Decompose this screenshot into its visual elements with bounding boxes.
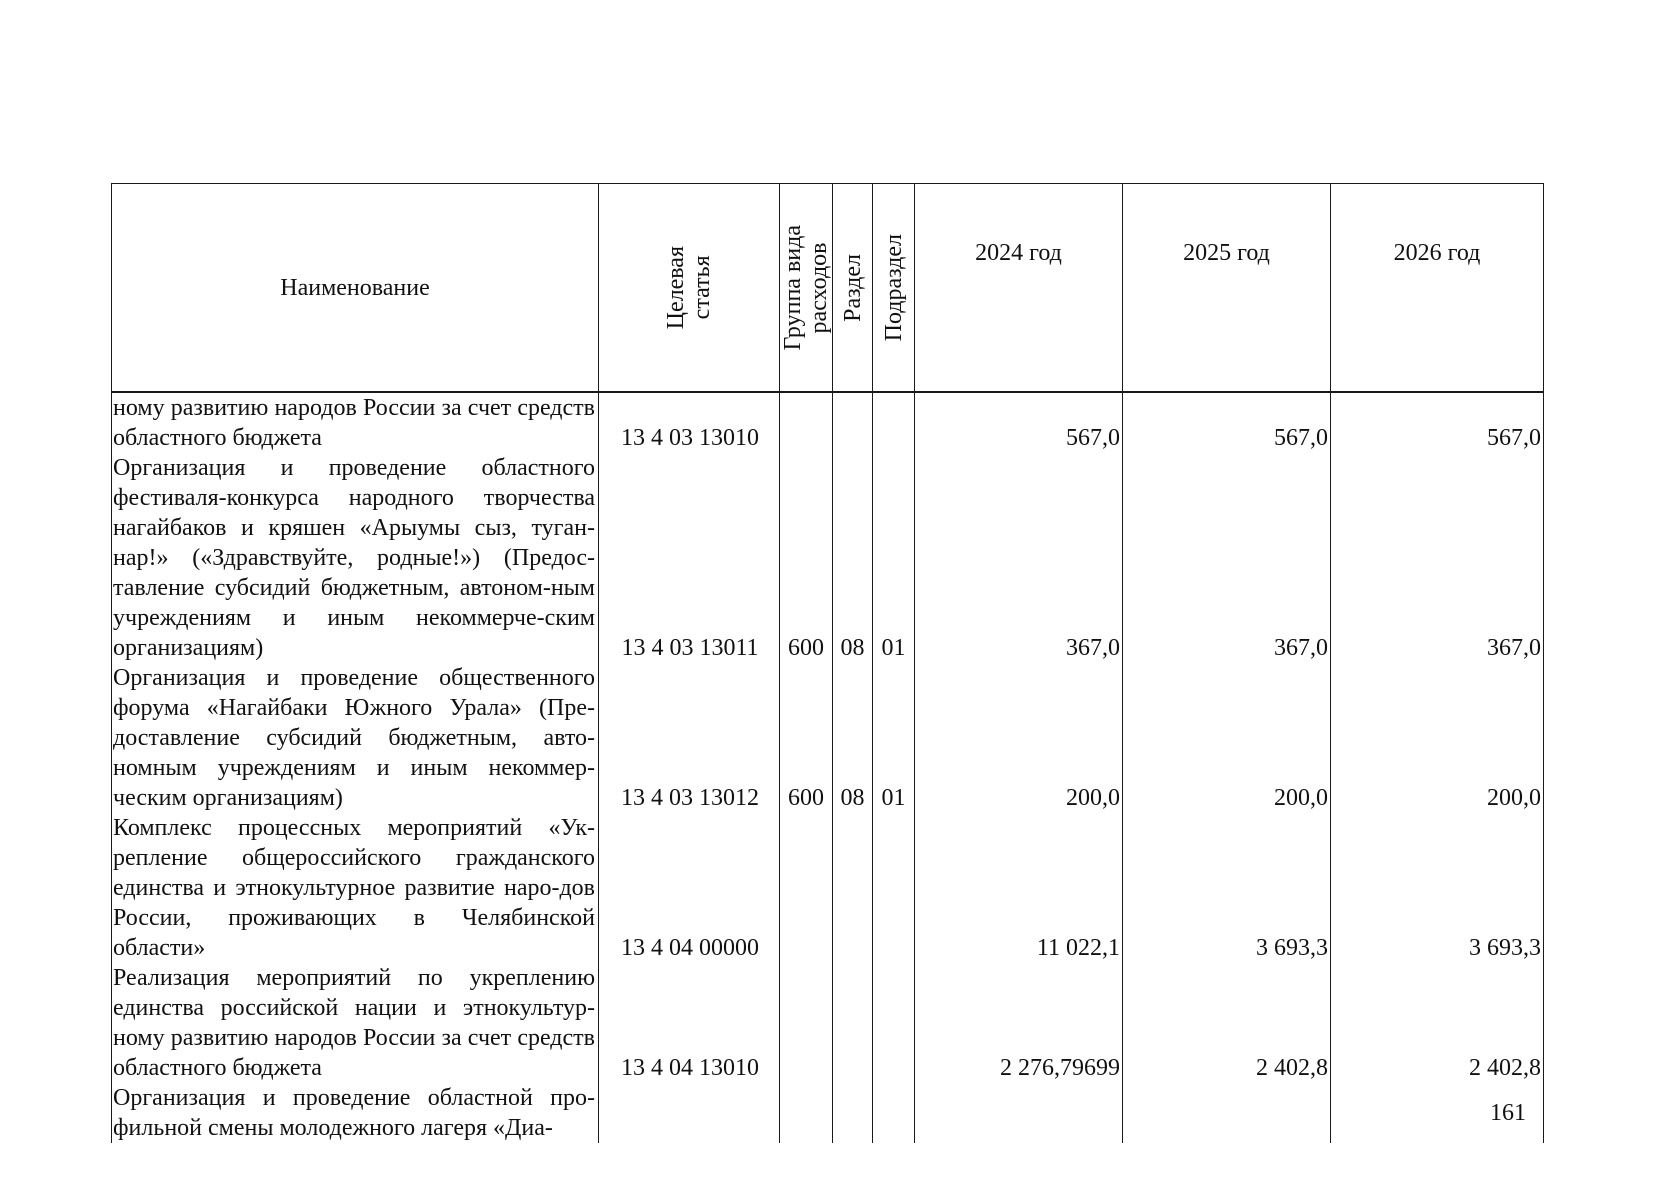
header-section-label: Раздел [839,253,866,322]
row-name: ному развитию народов России за счет средств областного бюджета [113,395,595,451]
row-code: 13 4 03 13010 [599,392,780,453]
table-row [112,392,1544,453]
table-row [112,1083,1544,1143]
table-header [112,184,1544,393]
header-year-2024: 2024 год [915,184,1123,393]
row-name: Реализация мероприятий по укреплению единства российской нации и этнокультур-ному развитию народов России за счет средств областного бюджета [113,965,595,1081]
row-subsection [873,813,915,963]
row-subsection [873,963,915,1083]
row-group: 600 [780,663,833,813]
row-subsection [873,392,915,453]
row-name: Комплекс процессных мероприятий «Ук-репление общероссийского гражданского единства и этнокультурное развитие наро-дов России, проживающих в Челябинской области» [113,815,595,961]
row-value-2024: 11 022,1 [915,813,1123,963]
row-code: 13 4 04 00000 [599,813,780,963]
row-section: 08 [833,453,873,663]
row-value-2024: 567,0 [915,392,1123,453]
row-value-2025: 367,0 [1123,453,1331,663]
page-number: 161 [1490,1100,1526,1126]
row-name: Организация и проведение общественного форума «Нагайбаки Южного Урала» (Пре-доставление субсидий бюджетным, авто-номным учреждениям и иным некоммер-ческим организациям) [113,665,595,811]
row-name: Организация и проведение областной про-фильной смены молодежного лагеря «Диа- [113,1085,595,1141]
row-value-2024 [915,1083,1123,1143]
header-expense-group-line-2: расходов [806,242,832,333]
header-target-article-line-1: Целевая [663,245,689,330]
table-row [112,663,1544,813]
table-row [112,813,1544,963]
row-section: 08 [833,663,873,813]
row-value-2025 [1123,1083,1331,1143]
row-value-2025: 567,0 [1123,392,1331,453]
row-group: 600 [780,453,833,663]
row-value-2025: 3 693,3 [1123,813,1331,963]
row-value-2026: 567,0 [1331,392,1544,453]
header-year-2026: 2026 год [1331,184,1544,393]
row-subsection: 01 [873,663,915,813]
header-target-article [599,184,780,393]
row-group [780,963,833,1083]
row-section [833,1083,873,1143]
table-row [112,963,1544,1083]
row-subsection [873,1083,915,1143]
row-value-2026: 200,0 [1331,663,1544,813]
row-section [833,813,873,963]
budget-table [111,183,1544,1143]
table-body [112,392,1544,1143]
header-target-article-line-2: статья [689,255,715,320]
row-value-2025: 200,0 [1123,663,1331,813]
header-expense-group-line-1: Группа вида [780,224,806,351]
row-group [780,1083,833,1143]
row-value-2026: 2 402,8 [1331,963,1544,1083]
table-row [112,453,1544,663]
row-code: 13 4 03 13012 [599,663,780,813]
header-section [833,184,873,393]
header-subsection-label: Подраздел [880,233,907,342]
header-year-2025: 2025 год [1123,184,1331,393]
header-expense-group [780,184,833,393]
row-subsection: 01 [873,453,915,663]
row-code [599,1083,780,1143]
row-code: 13 4 03 13011 [599,453,780,663]
row-group [780,392,833,453]
row-value-2024: 200,0 [915,663,1123,813]
header-name: Наименование [112,184,599,393]
row-group [780,813,833,963]
row-section [833,963,873,1083]
row-section [833,392,873,453]
row-name: Организация и проведение областного фестиваля-конкурса народного творчества нагайбаков и кряшен «Арыумы сыз, туган-нар!» («Здравствуйте, родные!») (Предос-тавление субсидий бюджетным, автоном-ным учреждениям и иным некоммерче-ским организациям) [113,455,595,661]
row-value-2024: 2 276,79699 [915,963,1123,1083]
row-value-2024: 367,0 [915,453,1123,663]
row-value-2026: 3 693,3 [1331,813,1544,963]
row-value-2025: 2 402,8 [1123,963,1331,1083]
header-subsection [873,184,915,393]
row-code: 13 4 04 13010 [599,963,780,1083]
row-value-2026: 367,0 [1331,453,1544,663]
